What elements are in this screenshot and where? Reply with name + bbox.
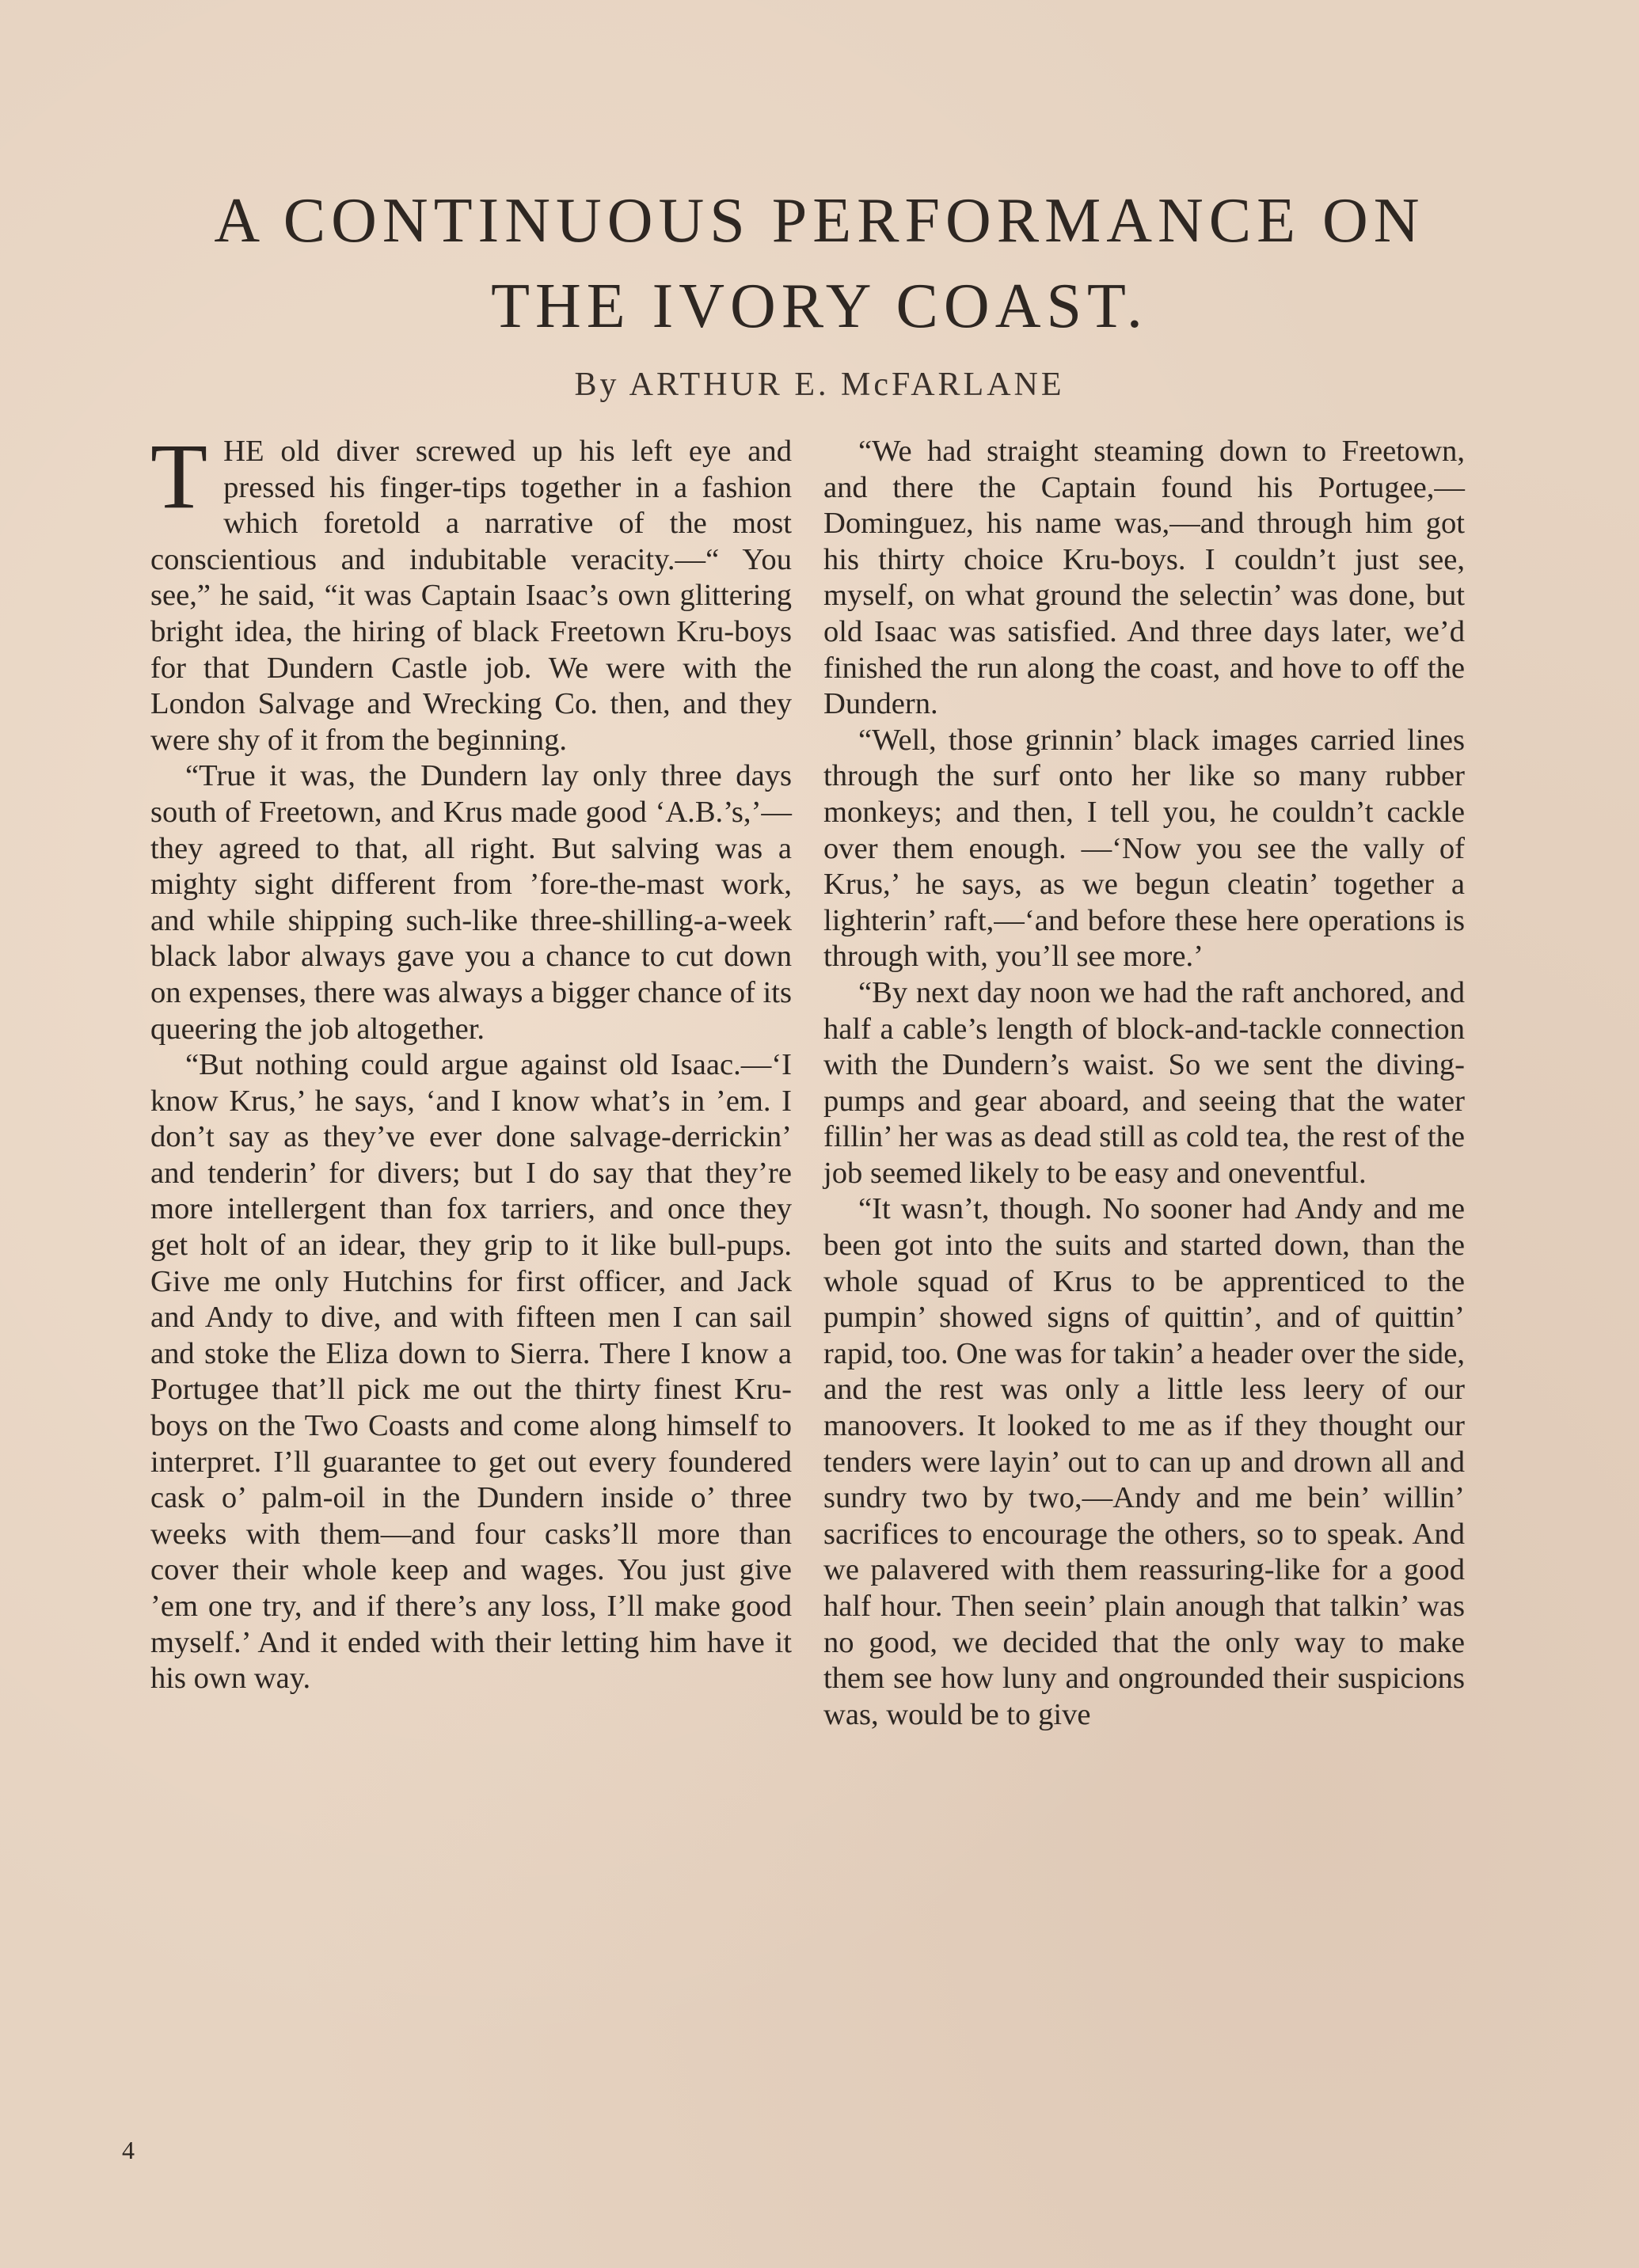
right-column xyxy=(823,434,1465,1733)
paragraph: “Well, those grinnin’ black images carried lines through the surf onto her like so many rubber monkeys; and then, I tell you, he couldn’t cackle over them enough. —‘Now you see the vally of Krus,’ he says, as we begun cleatin’ together a lighterin’ raft,—‘and before these here operations is through with, you’ll see more.’ xyxy=(823,723,1465,974)
paragraph: “True it was, the Dundern lay only three days south of Freetown, and Krus made good ‘A.B.’s,’—they agreed to that, all right. But salving was a mighty sight different from ’fore-the-mast work, and while shipping such-like three-shilling-a-week black labor always gave you a chance to cut down on expenses, there was always a bigger chance of its queering the job altogether. xyxy=(150,759,792,1046)
byline: By ARTHUR E. McFARLANE xyxy=(574,367,1065,403)
paragraph: “But nothing could argue against old Isaac.—‘I know Krus,’ he says, ‘and I know what’s in ’em. I don’t say as they’ve ever done salvage-derrickin’ and tenderin’ for divers; but I do say that they’re more intellergent than fox tarriers, and once they get holt of an idear, they grip to it like bull-pups. Give me only Hutchins for first officer, and Jack and Andy to dive, and with fifteen men I can sail and stoke the Eliza down to Sierra. There I know a Portugee that’ll pick me out the thirty finest Kru-boys on the Two Coasts and come along himself to interpret. I’ll guarantee to get out every foundered cask o’ palm-oil in the Dundern inside o’ three weeks with them—and four casks’ll more than cover their whole keep and wages. You just give ’em one try, and if there’s any loss, I’ll make good myself.’ And it ended with their letting him have it his own way. xyxy=(150,1048,792,1696)
paragraph: “We had straight steaming down to Freetown, and there the Captain found his Portugee,—Dominguez, his name was,—and through him got his thirty choice Kru-boys. I couldn’t just see, myself, on what ground the selectin’ was done, but old Isaac was satisfied. And three days later, we’d finished the run along the coast, and hove to off the Dundern. xyxy=(823,435,1465,721)
paragraph: “It wasn’t, though. No sooner had Andy and me been got into the suits and started down, than the whole squad of Krus to be apprenticed to the pumpin’ showed signs of quittin’, and of quittin’ rapid, too. One was for takin’ a header over the side, and the rest was only a little less leery of our manoovers. It looked to me as if they thought our tenders were layin’ out to can up and drown all and sundry two by two,—Andy and me bein’ willin’ sacrifices to encourage the others, so to speak. And we palavered with them reassuring-like for a good half hour. Then seein’ plain anough that talkin’ was no good, we decided that the only way to make them see how luny and ongrounded their suspicions was, would be to give xyxy=(823,1192,1465,1731)
article-title: A CONTINUOUS PERFORMANCE ON THE IVORY COAST. xyxy=(214,186,1425,341)
drop-cap: T xyxy=(150,424,208,528)
page-number: 4 xyxy=(122,2136,135,2164)
paragraph: HE old diver screwed up his left eye and pressed his finger-tips together in a fashion which foretold a narrative of the most conscientious and indubitable veracity.—“ You see,” he said, “it was Captain Isaac’s own glittering bright idea, the hiring of black Freetown Kru-boys for that Dundern Castle job. We were with the London Salvage and Wrecking Co. then, and they were shy of it from the beginning. xyxy=(150,435,792,757)
paragraph: “By next day noon we had the raft anchored, and half a cable’s length of block-and-tackle connection with the Dundern’s waist. So we sent the diving-pumps and gear aboard, and seeing that the water fillin’ her was as dead still as cold tea, the rest of the job seemed likely to be easy and oneventful. xyxy=(823,975,1465,1190)
left-column xyxy=(150,424,792,1697)
